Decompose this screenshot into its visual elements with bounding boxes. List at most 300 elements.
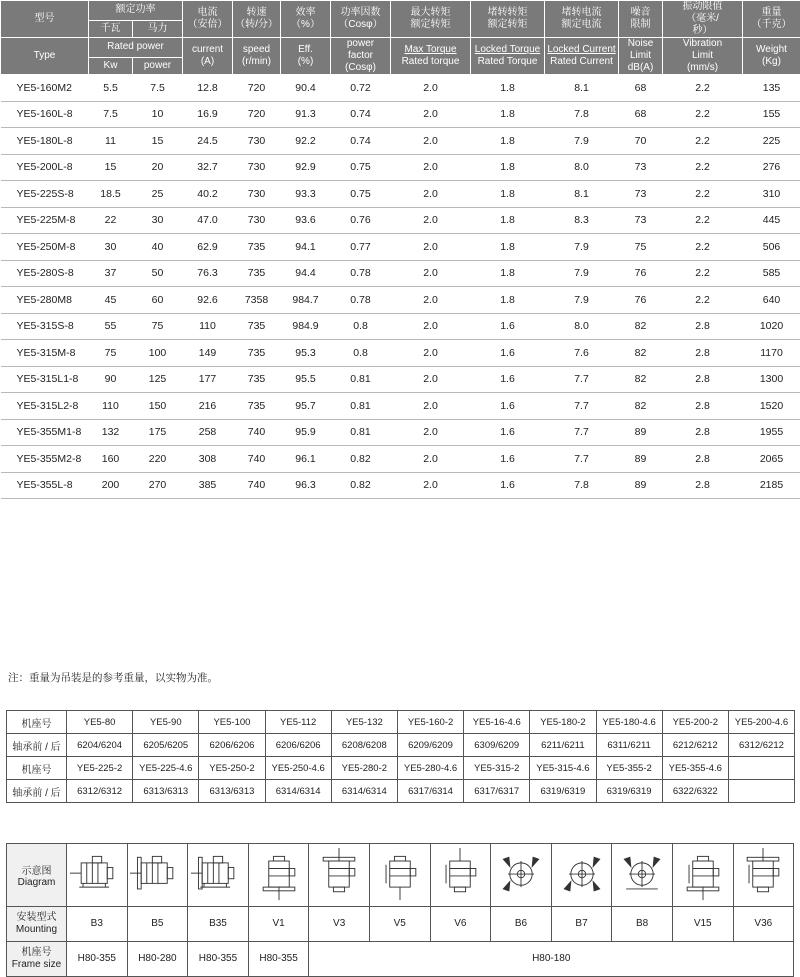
frame-size-b3: H80-355	[67, 942, 128, 977]
table-cell: 385	[183, 472, 233, 499]
table-cell: 95.7	[281, 393, 331, 420]
mounting-diagram-b8	[612, 844, 673, 907]
table-cell: 96.1	[281, 446, 331, 473]
table-row	[1, 419, 800, 446]
mounting-code-v3: V3	[309, 907, 370, 942]
table-cell: 720	[233, 101, 281, 128]
header-noise-en: Noise Limit dB(A)	[619, 38, 663, 75]
bearing-cell: YE5-250-2	[199, 757, 265, 780]
table-cell: 258	[183, 419, 233, 446]
table-cell: 0.78	[331, 287, 391, 314]
header-eff-zh: 效率 （%）	[281, 1, 331, 38]
spec-table-body	[1, 75, 800, 499]
table-cell: 735	[233, 260, 281, 287]
table-cell: 0.81	[331, 419, 391, 446]
table-cell: 24.5	[183, 128, 233, 155]
table-cell: 95.9	[281, 419, 331, 446]
table-cell: 1.6	[471, 393, 545, 420]
motor-type-cell: YE5-280S-8	[1, 260, 89, 287]
table-cell: 2.8	[663, 340, 743, 367]
table-cell: 1.8	[471, 101, 545, 128]
table-cell: 20	[133, 154, 183, 181]
table-cell: 177	[183, 366, 233, 393]
table-cell: 1.6	[471, 366, 545, 393]
table-cell: 2185	[743, 472, 800, 499]
header-current-zh: 电流 （安倍）	[183, 1, 233, 38]
header-pf-zh: 功率因数 （Cosφ）	[331, 1, 391, 38]
motor-type-cell: YE5-355M1-8	[1, 419, 89, 446]
table-cell: 82	[619, 393, 663, 420]
table-cell: 270	[133, 472, 183, 499]
table-cell: 7.7	[545, 419, 619, 446]
frame-size-b35: H80-355	[188, 942, 249, 977]
header-hp-zh: 马力	[133, 20, 183, 37]
flange-mount-shaft-up-icon	[309, 847, 369, 903]
header-type-zh: 型号	[1, 1, 89, 38]
table-cell: 1.8	[471, 154, 545, 181]
header-type-en: Type	[1, 38, 89, 75]
table-cell: 730	[233, 128, 281, 155]
mounting-diagram-b35	[188, 844, 249, 907]
mounting-table	[6, 843, 794, 977]
motor-type-cell: YE5-280M8	[1, 287, 89, 314]
table-cell: 585	[743, 260, 800, 287]
bearing-cell: YE5-315-4.6	[530, 757, 596, 780]
table-cell: 95.3	[281, 340, 331, 367]
table-cell: 200	[89, 472, 133, 499]
table-cell: 1.8	[471, 287, 545, 314]
table-row	[1, 154, 800, 181]
table-cell: 735	[233, 366, 281, 393]
table-cell: 216	[183, 393, 233, 420]
table-cell: 47.0	[183, 207, 233, 234]
flange-mount-shaft-down-icon	[249, 847, 309, 903]
table-cell: 2.0	[391, 128, 471, 155]
header-speed-en: speed (r/min)	[233, 38, 281, 75]
table-row	[1, 393, 800, 420]
table-row	[1, 366, 800, 393]
table-cell: 8.0	[545, 313, 619, 340]
bearing-cell: YE5-132	[331, 711, 397, 734]
bearing-cell: 6205/6205	[133, 734, 199, 757]
table-cell: 225	[743, 128, 800, 155]
bearing-cell: YE5-355-2	[596, 757, 662, 780]
table-cell: 160	[89, 446, 133, 473]
table-cell: 1.6	[471, 446, 545, 473]
table-cell: 93.3	[281, 181, 331, 208]
mounting-code-b6: B6	[491, 907, 552, 942]
table-cell: 740	[233, 446, 281, 473]
bearing-cell: YE5-160-2	[397, 711, 463, 734]
foot-flange-mount-horizontal-icon	[188, 847, 248, 903]
table-cell: 0.75	[331, 181, 391, 208]
bearing-cell: YE5-315-2	[464, 757, 530, 780]
table-cell: 1.6	[471, 472, 545, 499]
table-cell: 1.8	[471, 260, 545, 287]
header-rated-power-en: Rated power	[89, 38, 183, 58]
bearing-cell: 6312/6312	[67, 780, 133, 803]
table-cell: 7.9	[545, 234, 619, 261]
bearing-cell: 6211/6211	[530, 734, 596, 757]
table-cell: 30	[133, 207, 183, 234]
table-cell: 2.2	[663, 260, 743, 287]
wall-mount-left-icon	[491, 847, 551, 903]
motor-type-cell: YE5-355L-8	[1, 472, 89, 499]
bearing-cell: YE5-90	[133, 711, 199, 734]
bearing-cell: YE5-100	[199, 711, 265, 734]
table-cell: 96.3	[281, 472, 331, 499]
mounting-diagram-v3	[309, 844, 370, 907]
mounting-code-row	[7, 907, 794, 942]
table-cell: 68	[619, 101, 663, 128]
table-cell: 310	[743, 181, 800, 208]
table-cell: 149	[183, 340, 233, 367]
header-kw-en: Kw	[89, 57, 133, 74]
table-cell: 12.8	[183, 75, 233, 102]
table-cell: 135	[743, 75, 800, 102]
table-cell: 0.82	[331, 472, 391, 499]
table-cell: 10	[133, 101, 183, 128]
table-cell: 2.0	[391, 207, 471, 234]
table-cell: 220	[133, 446, 183, 473]
table-cell: 7.7	[545, 366, 619, 393]
table-cell: 0.75	[331, 154, 391, 181]
table-cell: 0.76	[331, 207, 391, 234]
table-cell: 984.7	[281, 287, 331, 314]
table-cell: 94.1	[281, 234, 331, 261]
bearing-cell: 6317/6314	[397, 780, 463, 803]
table-cell: 2.0	[391, 419, 471, 446]
bearing-cell: 6208/6208	[331, 734, 397, 757]
table-cell: 95.5	[281, 366, 331, 393]
table-cell: 735	[233, 393, 281, 420]
table-cell: 7.7	[545, 446, 619, 473]
table-cell: 0.72	[331, 75, 391, 102]
header-locked-torque-zh: 堵转转矩 额定转矩	[471, 1, 545, 38]
table-cell: 2.8	[663, 313, 743, 340]
bearing-cell: 6309/6209	[464, 734, 530, 757]
bearing-cell: 6322/6322	[662, 780, 728, 803]
header-rated-power-zh: 额定功率	[89, 1, 183, 21]
header-locked-current-zh: 堵转电流 额定电流	[545, 1, 619, 38]
motor-type-cell: YE5-180L-8	[1, 128, 89, 155]
table-cell: 92.9	[281, 154, 331, 181]
mounting-label: 安装型式 Mounting	[7, 907, 67, 942]
header-locked-torque-en: Locked Torque Rated Torque	[471, 38, 545, 75]
table-cell: 93.6	[281, 207, 331, 234]
header-noise-zh: 噪音 限制	[619, 1, 663, 38]
bearing-cell: YE5-112	[265, 711, 331, 734]
mounting-code-v15: V15	[672, 907, 733, 942]
frame-row-2-label: 机座号	[7, 757, 67, 780]
table-cell: 640	[743, 287, 800, 314]
mounting-diagram-v6	[430, 844, 491, 907]
table-cell: 2.0	[391, 313, 471, 340]
motor-type-cell: YE5-315L2-8	[1, 393, 89, 420]
table-cell: 18.5	[89, 181, 133, 208]
bearing-cell: 6311/6211	[596, 734, 662, 757]
table-row	[1, 128, 800, 155]
motor-type-cell: YE5-225M-8	[1, 207, 89, 234]
table-cell: 2.2	[663, 128, 743, 155]
header-max-torque-en: Max Torque Rated torque	[391, 38, 471, 75]
bearing-table	[6, 710, 795, 803]
frame-size-v1: H80-355	[248, 942, 309, 977]
bearing-cell: YE5-225-4.6	[133, 757, 199, 780]
table-cell: 82	[619, 366, 663, 393]
table-cell: 7.9	[545, 128, 619, 155]
table-cell: 506	[743, 234, 800, 261]
table-row	[1, 101, 800, 128]
table-cell: 1.6	[471, 340, 545, 367]
table-cell: 50	[133, 260, 183, 287]
table-row	[1, 313, 800, 340]
table-cell: 55	[89, 313, 133, 340]
mounting-diagram-b3	[67, 844, 128, 907]
table-cell: 2.0	[391, 287, 471, 314]
header-eff-en: Eff. (%)	[281, 38, 331, 75]
table-cell: 2.2	[663, 287, 743, 314]
mounting-diagram-b6	[491, 844, 552, 907]
table-row	[1, 234, 800, 261]
motor-type-cell: YE5-225S-8	[1, 181, 89, 208]
table-cell: 276	[743, 154, 800, 181]
bearing-cell	[728, 757, 794, 780]
table-cell: 5.5	[89, 75, 133, 102]
table-cell: 445	[743, 207, 800, 234]
mounting-code-b5: B5	[127, 907, 188, 942]
table-cell: 2065	[743, 446, 800, 473]
table-cell: 2.2	[663, 154, 743, 181]
header-locked-current-en: Locked Current Rated Current	[545, 38, 619, 75]
frame-size-b5: H80-280	[127, 942, 188, 977]
mounting-code-b35: B35	[188, 907, 249, 942]
table-cell: 1955	[743, 419, 800, 446]
table-cell: 2.0	[391, 260, 471, 287]
frame-row-2	[7, 757, 795, 780]
table-cell: 60	[133, 287, 183, 314]
ceiling-mount-icon	[612, 847, 672, 903]
bearing-cell: YE5-180-2	[530, 711, 596, 734]
table-cell: 70	[619, 128, 663, 155]
table-cell: 90.4	[281, 75, 331, 102]
table-cell: 2.0	[391, 234, 471, 261]
table-cell: 2.2	[663, 207, 743, 234]
table-cell: 2.8	[663, 366, 743, 393]
table-cell: 0.74	[331, 128, 391, 155]
table-cell: 0.74	[331, 101, 391, 128]
header-weight-en: Weight (Kg)	[743, 38, 800, 75]
table-cell: 1300	[743, 366, 800, 393]
table-cell: 155	[743, 101, 800, 128]
table-cell: 7.5	[133, 75, 183, 102]
table-cell: 150	[133, 393, 183, 420]
table-cell: 0.8	[331, 340, 391, 367]
table-cell: 8.3	[545, 207, 619, 234]
table-cell: 94.4	[281, 260, 331, 287]
table-cell: 89	[619, 472, 663, 499]
bearing-cell: YE5-280-2	[331, 757, 397, 780]
table-cell: 73	[619, 207, 663, 234]
bearing-cell: YE5-80	[67, 711, 133, 734]
table-cell: 7.9	[545, 287, 619, 314]
mounting-diagram-b7	[551, 844, 612, 907]
bearing-row-2-label: 轴承前 / 后	[7, 780, 67, 803]
mounting-diagram-v5	[369, 844, 430, 907]
bearing-cell: 6206/6206	[199, 734, 265, 757]
table-cell: 1520	[743, 393, 800, 420]
header-speed-zh: 转速 （转/分）	[233, 1, 281, 38]
bearing-cell: 6317/6317	[464, 780, 530, 803]
table-cell: 984.9	[281, 313, 331, 340]
table-cell: 308	[183, 446, 233, 473]
table-row	[1, 472, 800, 499]
table-cell: 720	[233, 75, 281, 102]
table-cell: 15	[89, 154, 133, 181]
table-cell: 7.8	[545, 472, 619, 499]
table-cell: 37	[89, 260, 133, 287]
foot-mount-shaft-down-icon	[370, 847, 430, 903]
table-cell: 62.9	[183, 234, 233, 261]
bearing-cell: YE5-180-4.6	[596, 711, 662, 734]
foot-mount-shaft-up-icon	[431, 847, 491, 903]
table-cell: 0.81	[331, 393, 391, 420]
table-cell: 740	[233, 419, 281, 446]
header-pf-en: power factor (Cosφ)	[331, 38, 391, 75]
bearing-cell: 6313/6313	[133, 780, 199, 803]
table-cell: 15	[133, 128, 183, 155]
weight-note: 注：重量为吊装是的参考重量，以实物为准。	[8, 670, 218, 685]
table-cell: 1.8	[471, 128, 545, 155]
table-row	[1, 260, 800, 287]
table-cell: 2.8	[663, 446, 743, 473]
table-cell: 2.0	[391, 75, 471, 102]
table-cell: 2.8	[663, 419, 743, 446]
table-cell: 1.8	[471, 234, 545, 261]
table-cell: 76	[619, 260, 663, 287]
bearing-cell: 6319/6319	[530, 780, 596, 803]
motor-type-cell: YE5-160L-8	[1, 101, 89, 128]
table-cell: 40.2	[183, 181, 233, 208]
bearing-cell: 6314/6314	[331, 780, 397, 803]
table-cell: 2.0	[391, 181, 471, 208]
bearing-cell: 6319/6319	[596, 780, 662, 803]
bearing-cell: 6313/6313	[199, 780, 265, 803]
mounting-code-b7: B7	[551, 907, 612, 942]
table-cell: 73	[619, 154, 663, 181]
bearing-cell: YE5-355-4.6	[662, 757, 728, 780]
table-cell: 735	[233, 340, 281, 367]
table-cell: 2.0	[391, 101, 471, 128]
table-cell: 2.8	[663, 472, 743, 499]
table-cell: 2.2	[663, 75, 743, 102]
mounting-diagram-v36	[733, 844, 794, 907]
bearing-row-2	[7, 780, 795, 803]
table-cell: 2.2	[663, 181, 743, 208]
table-cell: 16.9	[183, 101, 233, 128]
mounting-diagram-row	[7, 844, 794, 907]
table-cell: 11	[89, 128, 133, 155]
table-row	[1, 207, 800, 234]
table-row	[1, 287, 800, 314]
header-vibration-zh: 振动限值 （毫米/ 秒）	[663, 1, 743, 38]
bearing-row-1	[7, 734, 795, 757]
table-cell: 68	[619, 75, 663, 102]
table-cell: 7.6	[545, 340, 619, 367]
bearing-cell: YE5-200-2	[662, 711, 728, 734]
bearing-cell: YE5-250-4.6	[265, 757, 331, 780]
table-cell: 73	[619, 181, 663, 208]
mounting-diagram-b5	[127, 844, 188, 907]
motor-type-cell: YE5-315S-8	[1, 313, 89, 340]
table-cell: 2.0	[391, 340, 471, 367]
table-cell: 91.3	[281, 101, 331, 128]
mounting-code-v36: V36	[733, 907, 794, 942]
table-cell: 740	[233, 472, 281, 499]
table-cell: 40	[133, 234, 183, 261]
table-cell: 7.5	[89, 101, 133, 128]
table-cell: 110	[183, 313, 233, 340]
table-cell: 730	[233, 181, 281, 208]
motor-type-cell: YE5-250M-8	[1, 234, 89, 261]
table-cell: 0.81	[331, 366, 391, 393]
mounting-code-b8: B8	[612, 907, 673, 942]
bearing-cell: YE5-16-4.6	[464, 711, 530, 734]
bearing-cell: 6212/6212	[662, 734, 728, 757]
motor-type-cell: YE5-200L-8	[1, 154, 89, 181]
table-cell: 1170	[743, 340, 800, 367]
table-cell: 2.2	[663, 234, 743, 261]
bearing-cell: 6209/6209	[397, 734, 463, 757]
bearing-row-1-label: 轴承前 / 后	[7, 734, 67, 757]
header-current-en: current (A)	[183, 38, 233, 75]
header-hp-en: power	[133, 57, 183, 74]
diagram-label: 示意图 Diagram	[7, 844, 67, 907]
table-cell: 75	[619, 234, 663, 261]
mounting-diagram-v1	[248, 844, 309, 907]
foot-flange-shaft-up-icon	[734, 847, 794, 903]
table-cell: 8.1	[545, 181, 619, 208]
table-cell: 175	[133, 419, 183, 446]
mounting-code-v5: V5	[369, 907, 430, 942]
frame-row-1-label: 机座号	[7, 711, 67, 734]
table-cell: 2.0	[391, 154, 471, 181]
table-cell: 2.8	[663, 393, 743, 420]
table-cell: 1.6	[471, 419, 545, 446]
table-cell: 110	[89, 393, 133, 420]
bearing-cell: 6312/6212	[728, 734, 794, 757]
wall-mount-right-icon	[552, 847, 612, 903]
table-cell: 7.8	[545, 101, 619, 128]
table-cell: 76.3	[183, 260, 233, 287]
foot-flange-shaft-down-icon	[673, 847, 733, 903]
motor-type-cell: YE5-160M2	[1, 75, 89, 102]
table-cell: 0.82	[331, 446, 391, 473]
table-row	[1, 446, 800, 473]
table-cell: 8.0	[545, 154, 619, 181]
table-cell: 22	[89, 207, 133, 234]
header-vibration-en: Vibration Limit (mm/s)	[663, 38, 743, 75]
table-cell: 7.7	[545, 393, 619, 420]
table-cell: 82	[619, 313, 663, 340]
table-cell: 92.2	[281, 128, 331, 155]
table-cell: 32.7	[183, 154, 233, 181]
table-cell: 0.77	[331, 234, 391, 261]
table-cell: 125	[133, 366, 183, 393]
table-cell: 7358	[233, 287, 281, 314]
table-cell: 735	[233, 234, 281, 261]
frame-size-others: H80-180	[309, 942, 794, 977]
